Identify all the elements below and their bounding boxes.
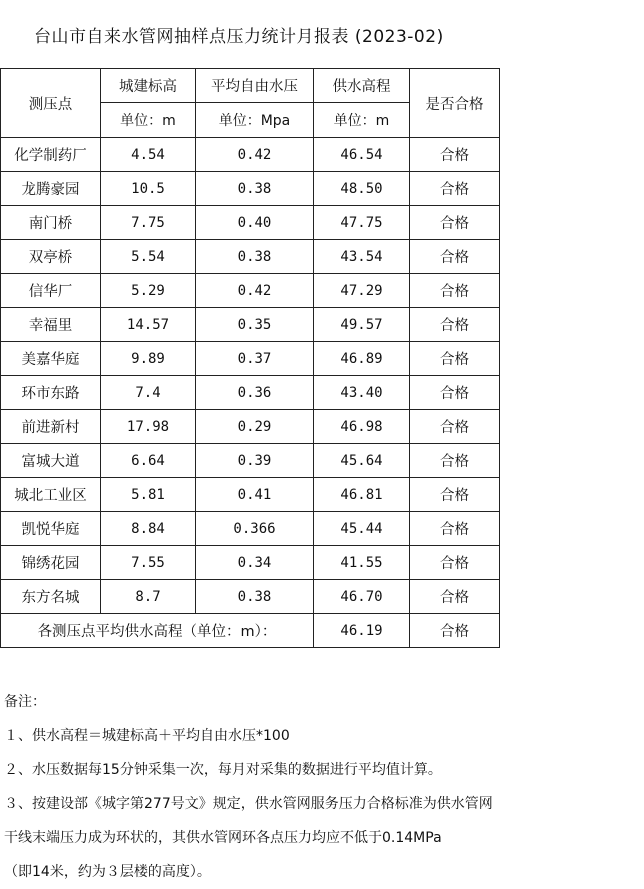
cell-point: 幸福里 — [1, 308, 101, 342]
unit-supply: 单位：m — [314, 103, 410, 138]
cell-point: 城北工业区 — [1, 478, 101, 512]
cell-elevation: 7.55 — [101, 546, 196, 580]
cell-supply: 46.81 — [314, 478, 410, 512]
table-row — [1, 410, 500, 444]
summary-row — [1, 614, 500, 648]
unit-elevation: 单位：m — [101, 103, 196, 138]
cell-supply: 48.50 — [314, 172, 410, 206]
cell-supply: 46.89 — [314, 342, 410, 376]
cell-elevation: 8.7 — [101, 580, 196, 614]
cell-qualified: 合格 — [410, 376, 500, 410]
cell-supply: 43.40 — [314, 376, 410, 410]
cell-qualified: 合格 — [410, 546, 500, 580]
cell-qualified: 合格 — [410, 410, 500, 444]
header-supply: 供水高程 — [314, 69, 410, 103]
cell-point: 东方名城 — [1, 580, 101, 614]
cell-supply: 46.70 — [314, 580, 410, 614]
cell-elevation: 5.81 — [101, 478, 196, 512]
cell-qualified: 合格 — [410, 138, 500, 172]
header-pressure: 平均自由水压 — [196, 69, 314, 103]
table-row — [1, 580, 500, 614]
header-qualified: 是否合格 — [410, 69, 500, 138]
cell-elevation: 8.84 — [101, 512, 196, 546]
cell-pressure: 0.40 — [196, 206, 314, 240]
cell-pressure: 0.366 — [196, 512, 314, 546]
cell-point: 化学制药厂 — [1, 138, 101, 172]
summary-value: 46.19 — [314, 614, 410, 648]
summary-label: 各测压点平均供水高程（单位：m）： — [1, 614, 314, 648]
cell-elevation: 5.29 — [101, 274, 196, 308]
cell-qualified: 合格 — [410, 512, 500, 546]
report-title: 台山市自来水管网抽样点压力统计月报表 (2023-02) — [34, 27, 444, 47]
cell-qualified: 合格 — [410, 478, 500, 512]
cell-point: 美嘉华庭 — [1, 342, 101, 376]
unit-pressure: 单位：Mpa — [196, 103, 314, 138]
report-table-body — [1, 69, 500, 648]
note-line: ３、按建设部《城字第277号文》规定，供水管网服务压力合格标准为供水管网 — [4, 796, 493, 812]
cell-qualified: 合格 — [410, 444, 500, 478]
cell-pressure: 0.38 — [196, 172, 314, 206]
cell-pressure: 0.34 — [196, 546, 314, 580]
cell-qualified: 合格 — [410, 274, 500, 308]
cell-supply: 41.55 — [314, 546, 410, 580]
cell-point: 富城大道 — [1, 444, 101, 478]
cell-point: 锦绣花园 — [1, 546, 101, 580]
table-row — [1, 546, 500, 580]
cell-qualified: 合格 — [410, 308, 500, 342]
cell-point: 双亭桥 — [1, 240, 101, 274]
table-row — [1, 444, 500, 478]
cell-elevation: 9.89 — [101, 342, 196, 376]
cell-supply: 46.54 — [314, 138, 410, 172]
cell-pressure: 0.42 — [196, 274, 314, 308]
header-point: 测压点 — [1, 69, 101, 138]
cell-qualified: 合格 — [410, 240, 500, 274]
table-row — [1, 172, 500, 206]
cell-elevation: 7.75 — [101, 206, 196, 240]
cell-qualified: 合格 — [410, 172, 500, 206]
cell-supply: 45.64 — [314, 444, 410, 478]
cell-supply: 47.75 — [314, 206, 410, 240]
table-row — [1, 308, 500, 342]
cell-elevation: 10.5 — [101, 172, 196, 206]
cell-elevation: 6.64 — [101, 444, 196, 478]
table-row — [1, 478, 500, 512]
cell-pressure: 0.39 — [196, 444, 314, 478]
cell-elevation: 7.4 — [101, 376, 196, 410]
cell-qualified: 合格 — [410, 342, 500, 376]
header-elevation: 城建标高 — [101, 69, 196, 103]
cell-point: 环市东路 — [1, 376, 101, 410]
cell-point: 凯悦华庭 — [1, 512, 101, 546]
cell-pressure: 0.42 — [196, 138, 314, 172]
pressure-report-table — [0, 68, 500, 648]
cell-point: 信华厂 — [1, 274, 101, 308]
cell-point: 前进新村 — [1, 410, 101, 444]
cell-pressure: 0.36 — [196, 376, 314, 410]
cell-supply: 46.98 — [314, 410, 410, 444]
notes-section — [4, 685, 493, 889]
cell-pressure: 0.37 — [196, 342, 314, 376]
cell-pressure: 0.38 — [196, 240, 314, 274]
cell-elevation: 14.57 — [101, 308, 196, 342]
table-row — [1, 240, 500, 274]
cell-point: 龙腾豪园 — [1, 172, 101, 206]
cell-pressure: 0.41 — [196, 478, 314, 512]
cell-pressure: 0.29 — [196, 410, 314, 444]
notes-heading: 备注： — [4, 694, 46, 710]
header-row — [1, 69, 500, 103]
table-row — [1, 274, 500, 308]
table-row — [1, 342, 500, 376]
note-line: ２、水压数据每15分钟采集一次，每月对采集的数据进行平均值计算。 — [4, 762, 442, 778]
cell-supply: 47.29 — [314, 274, 410, 308]
cell-pressure: 0.38 — [196, 580, 314, 614]
cell-elevation: 5.54 — [101, 240, 196, 274]
cell-elevation: 4.54 — [101, 138, 196, 172]
table-row — [1, 512, 500, 546]
cell-supply: 43.54 — [314, 240, 410, 274]
summary-qualified: 合格 — [410, 614, 500, 648]
cell-pressure: 0.35 — [196, 308, 314, 342]
cell-elevation: 17.98 — [101, 410, 196, 444]
cell-qualified: 合格 — [410, 206, 500, 240]
table-row — [1, 206, 500, 240]
cell-supply: 45.44 — [314, 512, 410, 546]
table-row — [1, 138, 500, 172]
note-line: 干线末端压力成为环状的，其供水管网环各点压力均应不低于0.14MPa — [4, 830, 442, 846]
cell-supply: 49.57 — [314, 308, 410, 342]
note-line: １、供水高程＝城建标高＋平均自由水压*100 — [4, 728, 290, 744]
note-line: （即14米，约为３层楼的高度）。 — [4, 864, 211, 880]
cell-qualified: 合格 — [410, 580, 500, 614]
cell-point: 南门桥 — [1, 206, 101, 240]
table-row — [1, 376, 500, 410]
